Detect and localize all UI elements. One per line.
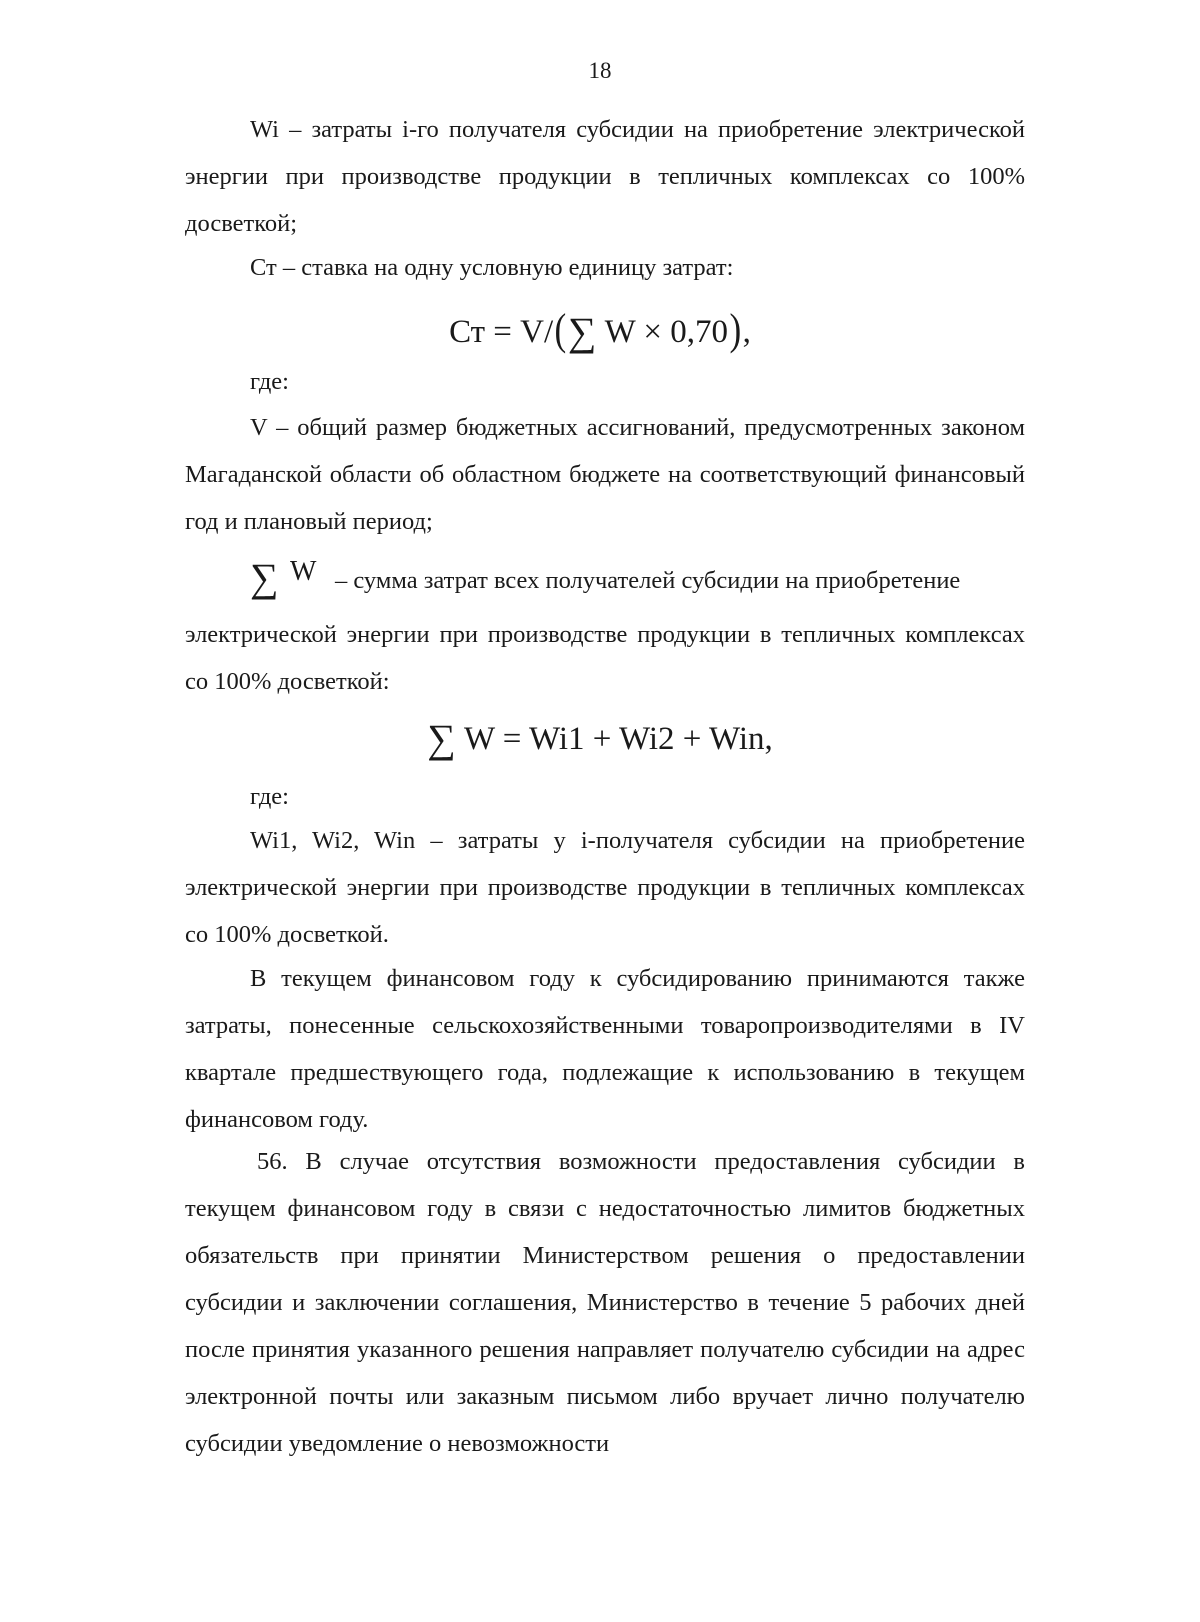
paragraph-ct-definition: Ст – ставка на одну условную единицу затрат: [250,254,734,281]
where-label-1: где: [250,368,289,395]
paragraph-v-definition: V – общий размер бюджетных ассигнований, предусмотренных законом Магаданской области об областном бюджете на соответствующий финансовый год и плановый период; [185,414,1025,535]
sigma-symbol: ∑ [427,716,456,761]
formula-ct-close-paren: ) [729,305,742,354]
sigma-symbol: ∑ [567,309,597,354]
formula-ct-tail: , [742,314,751,350]
formula-ct-open-paren: ( [554,305,567,354]
formula-sum-w [0,712,1200,759]
sum-w-symbol: W [290,556,317,587]
where-label-2: где: [250,783,289,810]
paragraph-wi-components: Wi1, Wi2, Win – затраты у i-получателя субсидии на приобретение электрической энергии при производстве продукции в тепличных комплексах со 100% досветкой. [185,827,1025,948]
paragraph-current-year: В текущем финансовом году к субсидированию принимаются также затраты, понесенные сельскохозяйственными товаропроизводителями в IV квартале предшествующего года, подлежащие к использованию в текущем финансовом году. [185,965,1025,1133]
formula-sum-w-body: W = Wi1 + Wi2 + Win, [463,721,773,757]
sum-w-definition-rest: электрической энергии при производстве продукции в тепличных комплексах со 100% досветкой: [185,621,1025,695]
paragraph-56: 56. В случае отсутствия возможности предоставления субсидии в текущем финансовом году в связи с недостаточностью лимитов бюджетных обязательств при принятии Министерством решения о предоставлении субсидии и заключении соглашения, Министерство в течение 5 рабочих дней после принятия указанного решения направляет получателю субсидии на адрес электронной почты или заказным письмом либо вручает лично получателю субсидии уведомление о невозможности [185,1148,1025,1457]
sum-w-definition-first-line: – сумма затрат всех получателей субсидии на приобретение [335,567,961,594]
formula-ct [0,302,1200,353]
formula-ct-lhs: Ст = V/ [449,314,554,350]
paragraph-wi-definition: Wi – затраты i-го получателя субсидии на приобретение электрической энергии при производстве продукции в тепличных комплексах со 100% досветкой; [185,116,1025,237]
formula-ct-body: W × 0,70 [604,314,729,350]
sigma-symbol: ∑ [250,555,279,600]
page-number: 18 [588,58,612,83]
